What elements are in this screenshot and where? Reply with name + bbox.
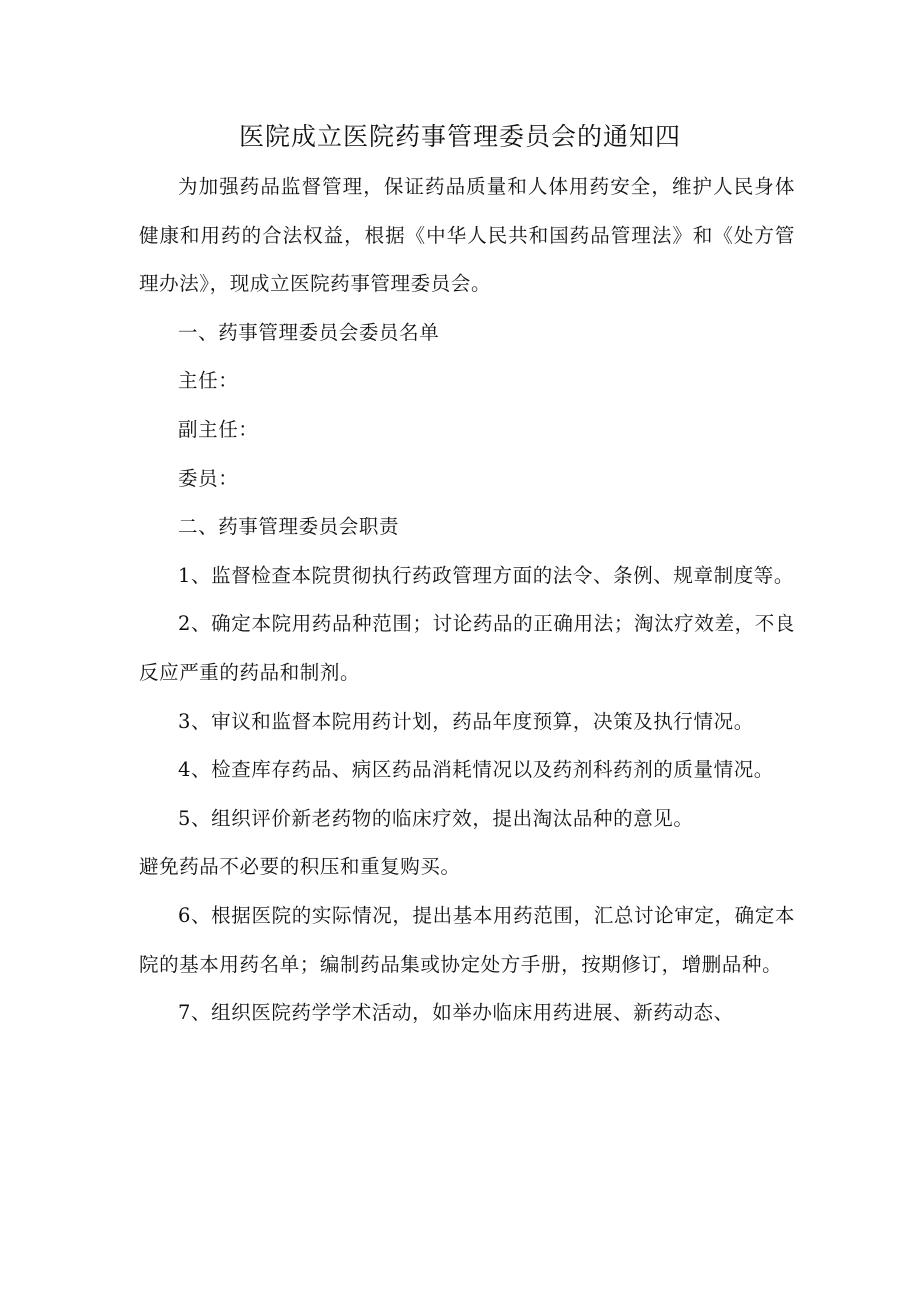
section-heading-members: 一、药事管理委员会委员名单 (178, 320, 440, 344)
paragraph-intro: 为加强药品监督管理，保证药品质量和人体用药安全，维护人民身体健康和用药的合法权益，根据《中华人民共和国药品管理法》和《处方管理办法》，现成立医院药事管理委员会。 (139, 175, 795, 296)
document-body (139, 163, 795, 1038)
duty-item-5-continuation: 避免药品不必要的积压和重复购买。 (139, 855, 461, 879)
duty-item-1: 1、监督检查本院贯彻执行药政管理方面的法令、条例、规章制度等。 (178, 563, 795, 587)
duty-item-4: 4、检查库存药品、病区药品消耗情况以及药剂科药剂的质量情况。 (178, 758, 774, 782)
duty-item-5: 5、组织评价新老药物的临床疗效，提出淘汰品种的意见。 (178, 806, 694, 830)
duty-item-6: 6、根据医院的实际情况，提出基本用药范围，汇总讨论审定，确定本院的基本用药名单；编制药品集或协定处方手册，按期修订，增删品种。 (139, 903, 795, 976)
section-heading-duties: 二、药事管理委员会职责 (178, 515, 400, 539)
document-title: 医院成立医院药事管理委员会的通知四 (238, 122, 681, 151)
duty-item-2: 2、确定本院用药品种范围；讨论药品的正确用法；淘汰疗效差，不良反应严重的药品和制剂。 (139, 612, 795, 684)
member-committee: 委员： (178, 466, 239, 490)
duty-item-3: 3、审议和监督本院用药计划，药品年度预算，决策及执行情况。 (178, 709, 754, 733)
member-director: 主任： (178, 369, 239, 393)
member-deputy-director: 副主任： (178, 417, 259, 441)
duty-item-7: 7、组织医院药学学术活动，如举办临床用药进展、新药动态、 (178, 1001, 734, 1025)
